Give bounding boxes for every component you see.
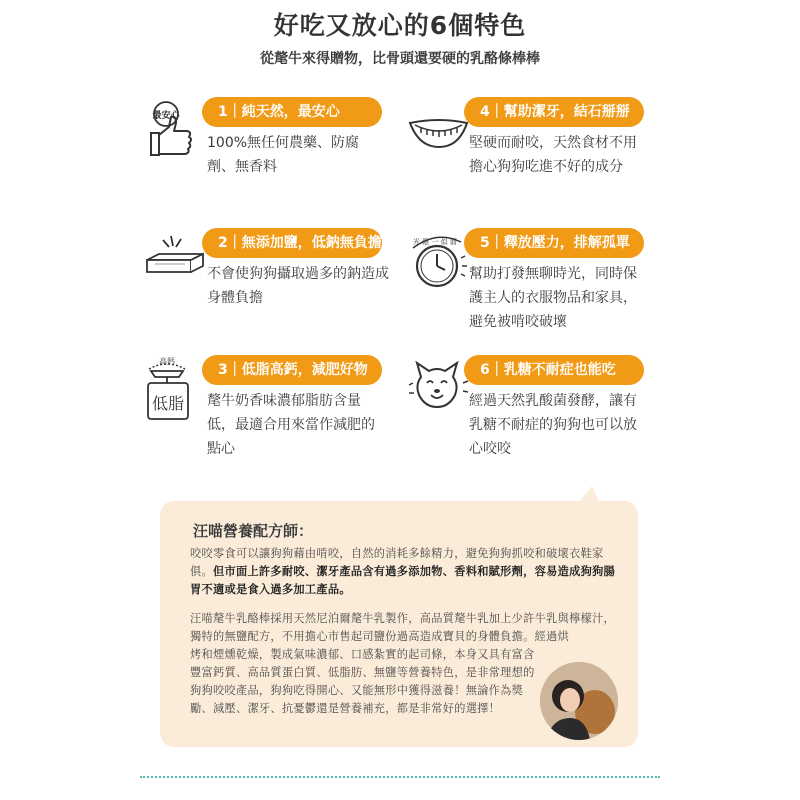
feature-2-desc: 不會使狗狗攝取過多的鈉造成身體負擔 xyxy=(207,266,389,306)
scale-main-text: 低脂 xyxy=(151,394,185,413)
feature-5 xyxy=(407,228,667,338)
feature-1-desc: 100%無任何農藥、防腐劑、無香料 xyxy=(207,135,360,175)
happy-dog-icon xyxy=(407,355,471,419)
nutritionist-paragraph-2a xyxy=(190,610,620,646)
feature-6 xyxy=(407,355,667,465)
dotted-divider xyxy=(140,776,660,778)
feature-3 xyxy=(145,355,405,465)
clock-banner-text: 光 陰 一 似 箭 xyxy=(413,238,457,246)
salt-block-icon xyxy=(145,228,209,292)
feature-6-desc: 經過天然乳酸菌發酵，讓有乳糖不耐症的狗狗也可以放心咬咬 xyxy=(469,393,637,457)
feature-2 xyxy=(145,228,405,318)
nutritionist-paragraph-1 xyxy=(190,545,620,599)
feature-4-desc: 堅硬而耐咬，天然食材不用擔心狗狗吃進不好的成分 xyxy=(469,135,637,175)
feature-4 xyxy=(407,97,667,207)
nutritionist-avatar xyxy=(540,662,618,740)
thumbs-stamp-text: 最安心 xyxy=(152,111,180,121)
teeth-icon xyxy=(407,97,471,161)
paragraph-2-end: 烤和煙燻乾燥，製成氣味濃郁、口感紮實的起司條，本身又具有富含豐富鈣質、高品質蛋白質、低脂肪、無鹽等營養特色，是非常理想的狗狗咬咬產品，狗狗吃得開心、又能無形中獲得滋養！無論作為獎勵、減壓、潔牙、抗憂鬱還是營養補充，都是非常好的選擇！ xyxy=(190,648,535,715)
nutritionist-paragraph-2b xyxy=(190,646,538,718)
paragraph-1-plain: 咬咬零食可以讓狗狗藉由啃咬，自然的消耗多餘精力，避免狗狗抓咬和破壞衣鞋家俱。 xyxy=(190,547,604,578)
feature-1-label: 1｜純天然，最安心 xyxy=(202,97,382,127)
thumbs-up-icon xyxy=(145,97,209,161)
feature-4-label: 4｜幫助潔牙，結石掰掰 xyxy=(464,97,644,127)
feature-3-desc: 氂牛奶香味濃郁脂肪含量低，最適合用來當作減肥的點心 xyxy=(207,393,375,457)
feature-5-desc: 幫助打發無聊時光，同時保護主人的衣服物品和家具，避免被啃咬破壞 xyxy=(469,266,637,330)
feature-6-label: 6｜乳糖不耐症也能吃 xyxy=(464,355,644,385)
page-subtitle: 從氂牛來得贈物，比骨頭還要硬的乳酪條棒棒 xyxy=(260,51,540,67)
paragraph-2-start: 汪喵氂牛乳酪棒採用天然尼泊爾氂牛乳製作，高品質氂牛乳加上少許牛乳與檸檬汁，獨特的無鹽配方，不用擔心市售起司鹽份過高造成寶貝的身體負擔。經過烘 xyxy=(190,612,616,643)
nutritionist-title: 汪喵營養配方師： xyxy=(193,522,314,540)
feature-5-label: 5｜釋放壓力，排解孤單 xyxy=(464,228,644,258)
paragraph-1-bold: 但市面上許多耐咬、潔牙產品含有過多添加物、香料和賦形劑，容易造成狗狗腸胃不適或是食入過多加工產品。 xyxy=(190,565,616,596)
scale-icon xyxy=(145,355,209,419)
feature-3-label: 3｜低脂高鈣，減肥好物 xyxy=(202,355,382,385)
feature-2-label: 2｜無添加鹽，低鈉無負擔 xyxy=(202,228,382,258)
page-title: 好吃又放心的6個特色 xyxy=(273,11,527,40)
feature-1 xyxy=(145,97,405,187)
scale-top-text: 高鈣 xyxy=(159,357,175,366)
clock-icon xyxy=(407,228,471,292)
